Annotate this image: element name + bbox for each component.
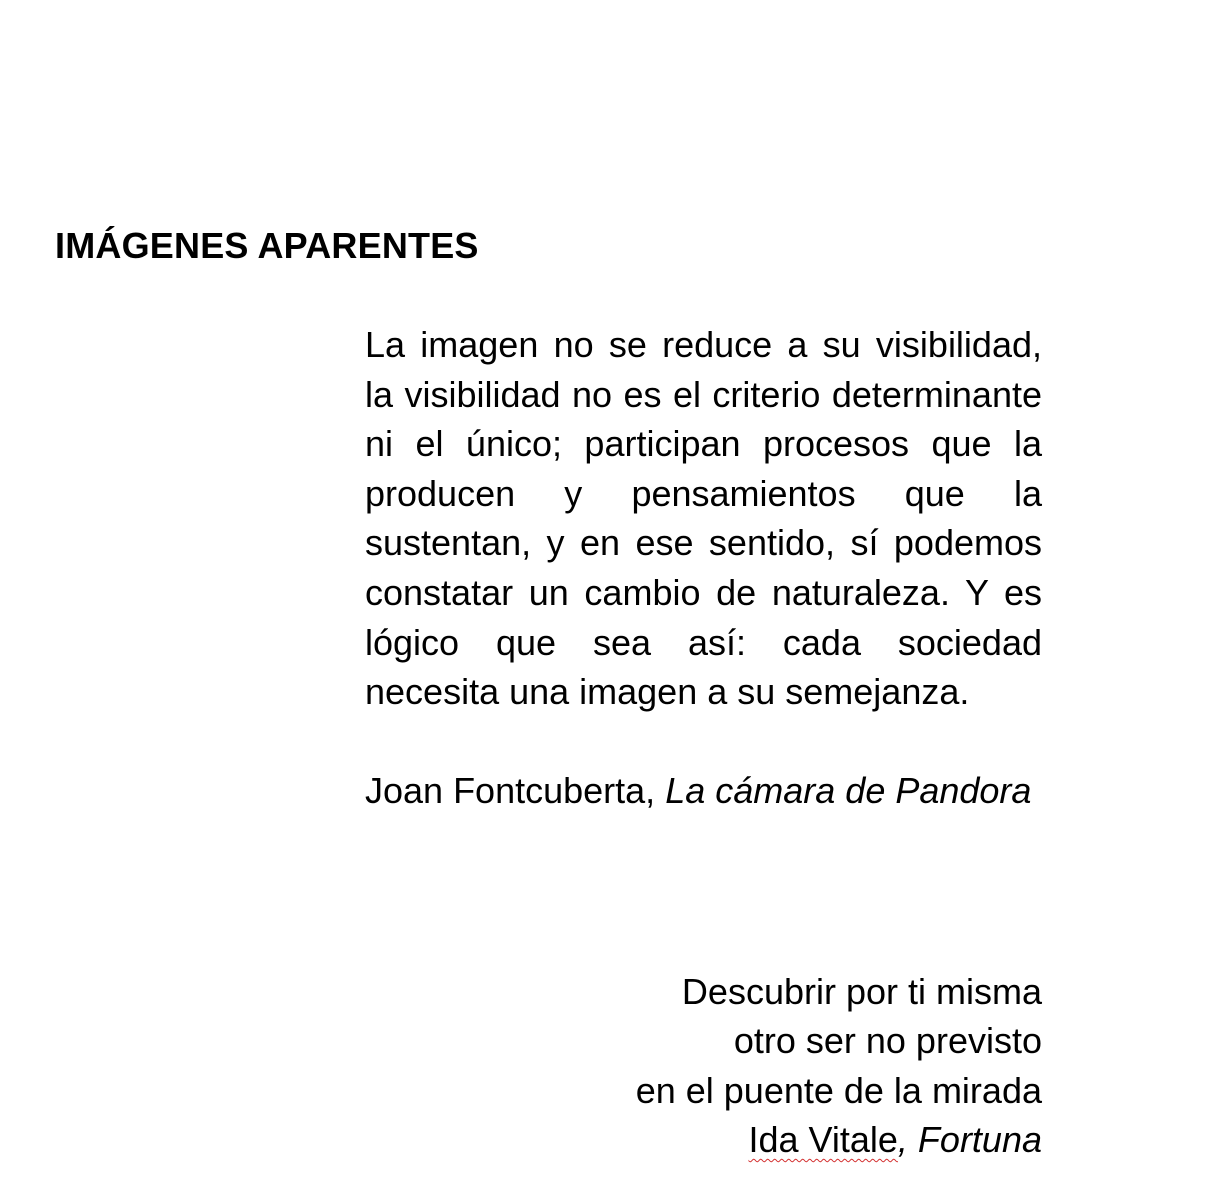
epigraph-work-title: La cámara de Pandora: [665, 770, 1032, 812]
poem-line: otro ser no previsto: [733, 1020, 1042, 1062]
poem-line: Descubrir por ti misma: [681, 971, 1042, 1012]
poem-epigraph: [365, 967, 1042, 1164]
epigraph-author: Joan Fontcuberta,: [365, 770, 656, 812]
poem-line: en el puente de la mirada: [635, 1069, 1042, 1111]
epigraph-attribution: [365, 766, 1042, 816]
poem-author: Ida Vitale: [748, 1118, 898, 1160]
epigraph-block: [365, 320, 1042, 816]
poem-work-title: , Fortuna: [897, 1118, 1042, 1160]
epigraph-quote: La imagen no se reduce a su visibilidad, la visibilidad no es el criterio determinante ni el único; participan procesos que la producen y pensamientos que la sustentan, y en ese sentido, sí podemos constatar un cambio de naturaleza. Y es lógico que sea así: cada sociedad necesita una imagen a su semejanza.: [365, 324, 1042, 713]
poem-attribution: [365, 1115, 1042, 1164]
page-title: IMÁGENES APARENTES: [55, 225, 479, 266]
